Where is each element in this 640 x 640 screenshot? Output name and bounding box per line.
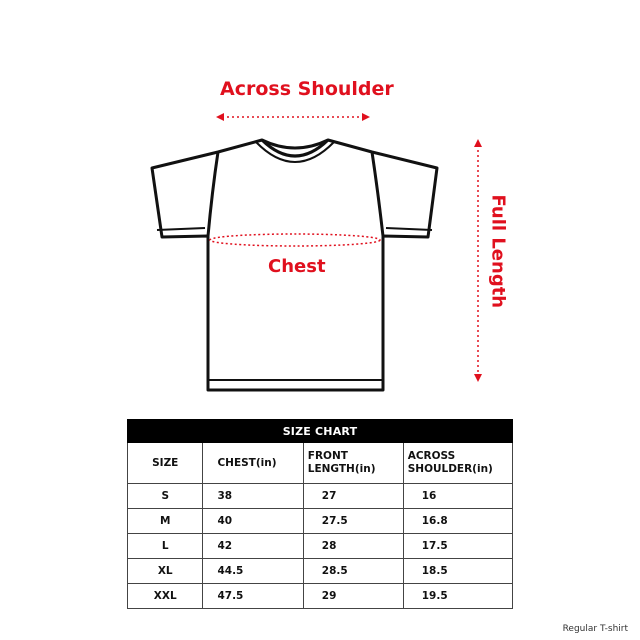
cell-across-shoulder: 17.5	[403, 534, 512, 559]
table-row	[128, 559, 513, 584]
cell-across-shoulder: 16.8	[403, 509, 512, 534]
header-size: SIZE	[128, 443, 203, 484]
header-across-shoulder: ACROSS SHOULDER(in)	[403, 443, 512, 484]
across-shoulder-arrow	[216, 113, 370, 121]
table-row	[128, 534, 513, 559]
cell-chest: 42	[203, 534, 303, 559]
cell-across-shoulder: 16	[403, 484, 512, 509]
cell-chest: 38	[203, 484, 303, 509]
cell-size: L	[128, 534, 203, 559]
table-row	[128, 584, 513, 609]
size-chart-table	[127, 419, 513, 609]
cell-size: XXL	[128, 584, 203, 609]
size-chart-title: SIZE CHART	[128, 420, 513, 443]
cell-chest: 47.5	[203, 584, 303, 609]
chest-label: Chest	[268, 256, 326, 277]
cell-front-length: 28	[303, 534, 403, 559]
table-row	[128, 509, 513, 534]
full-length-arrow	[474, 139, 482, 382]
cell-across-shoulder: 18.5	[403, 559, 512, 584]
full-length-label: Full Length	[487, 194, 509, 309]
across-shoulder-label: Across Shoulder	[220, 78, 394, 100]
size-chart-title-row	[128, 420, 513, 443]
cell-size: M	[128, 509, 203, 534]
header-chest: CHEST(in)	[203, 443, 303, 484]
size-chart-header-row	[128, 443, 513, 484]
cell-front-length: 28.5	[303, 559, 403, 584]
cell-size: S	[128, 484, 203, 509]
cell-chest: 40	[203, 509, 303, 534]
caption: Regular T-shirt	[562, 624, 628, 634]
header-front-length: FRONT LENGTH(in)	[303, 443, 403, 484]
cell-front-length: 27	[303, 484, 403, 509]
cell-size: XL	[128, 559, 203, 584]
table-row	[128, 484, 513, 509]
cell-across-shoulder: 19.5	[403, 584, 512, 609]
cell-chest: 44.5	[203, 559, 303, 584]
cell-front-length: 27.5	[303, 509, 403, 534]
cell-front-length: 29	[303, 584, 403, 609]
